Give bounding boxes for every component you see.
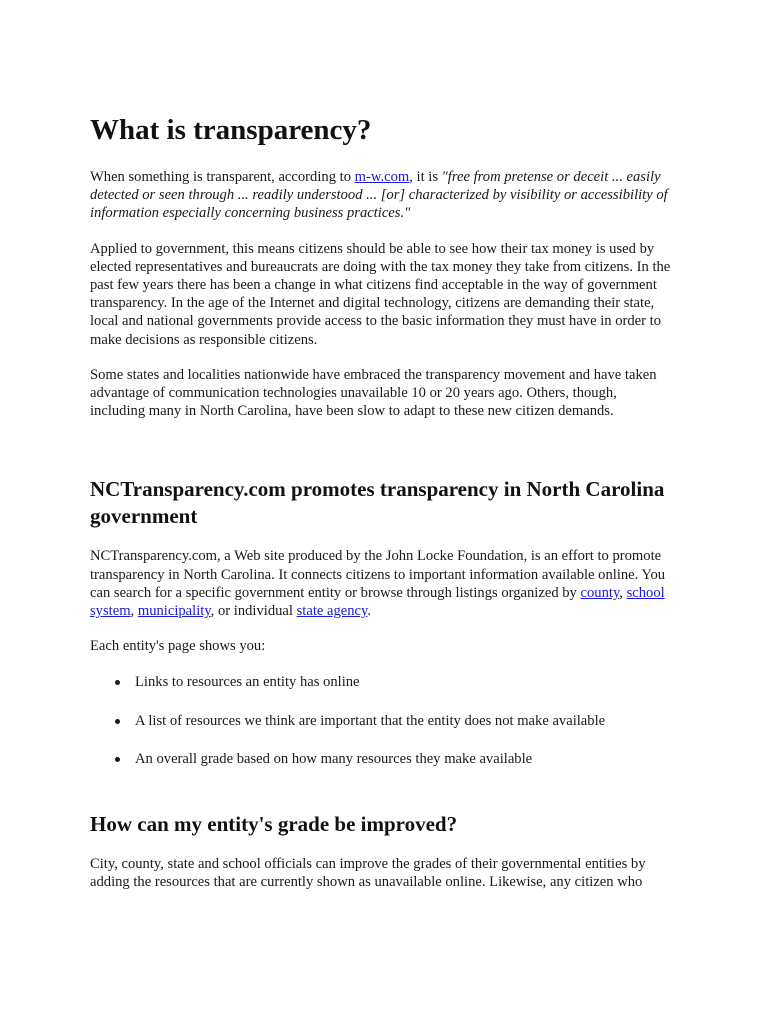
entity-features-list [90, 673, 675, 768]
section-heading-nctransparency: NCTransparency.com promotes transparency in North Carolina government [90, 477, 665, 529]
list-item: A list of resources we think are important that the entity does not make available [135, 712, 675, 730]
document-page [90, 112, 675, 891]
list-item: An overall grade based on how many resources they make available [135, 750, 675, 768]
separator: , [130, 603, 138, 620]
grade-paragraph: City, county, state and school officials can improve the grades of their governmental entities by adding the resources that are currently shown as unavailable online. Likewise, any citizen who [90, 856, 646, 891]
entity-page-intro: Each entity's page shows you: [90, 638, 266, 655]
list-item: Links to resources an entity has online [135, 673, 675, 691]
states-paragraph: Some states and localities nationwide have embraced the transparency movement and have taken advantage of communication technologies unavailable 10 or 20 years ago. Others, though, including many in North Carolina, have been slow to adapt to these new citizen demands. [90, 366, 657, 420]
separator: , [619, 584, 627, 601]
definition-quote: "free from pretense or deceit ... easily detected or seen through ... readily understood ... [or] characterized by visibility or accessibility of information especially concerning business practices." [90, 169, 668, 222]
state-agency-link[interactable]: state agency [296, 603, 368, 620]
definition-middle: , it is [409, 169, 442, 185]
page-title: What is transparency? [90, 114, 372, 146]
school-system-link[interactable]: school system [90, 584, 665, 620]
government-paragraph: Applied to government, this means citizens should be able to see how their tax money is used by elected representatives and bureaucrats are doing with the tax money they take from citizens. In the past few years there has been a change in what citizens find acceptable in the way of government transparency. In the age of the Internet and digital technology, citizens are demanding their state, local and national governments provide access to the basic information they must have in order to make decisions as responsible citizens. [90, 240, 671, 348]
municipality-link[interactable]: municipality [137, 603, 211, 620]
m-w-link[interactable]: m-w.com [354, 169, 410, 185]
definition-prefix: When something is transparent, according to [90, 169, 355, 185]
section-heading-grade: How can my entity's grade be improved? [90, 812, 458, 837]
nctransparency-paragraph [90, 547, 675, 620]
sentence-end: . [367, 603, 372, 620]
nctransparency-text: NCTransparency.com, a Web site produced by the John Locke Foundation, is an effort to promote transparency in North Carolina. It connects citizens to important information available online. You can search for a specific government entity or browse through listings organized by [90, 548, 666, 601]
separator: , or individual [210, 603, 297, 620]
county-link[interactable]: county [580, 584, 620, 601]
definition-paragraph [90, 168, 675, 223]
